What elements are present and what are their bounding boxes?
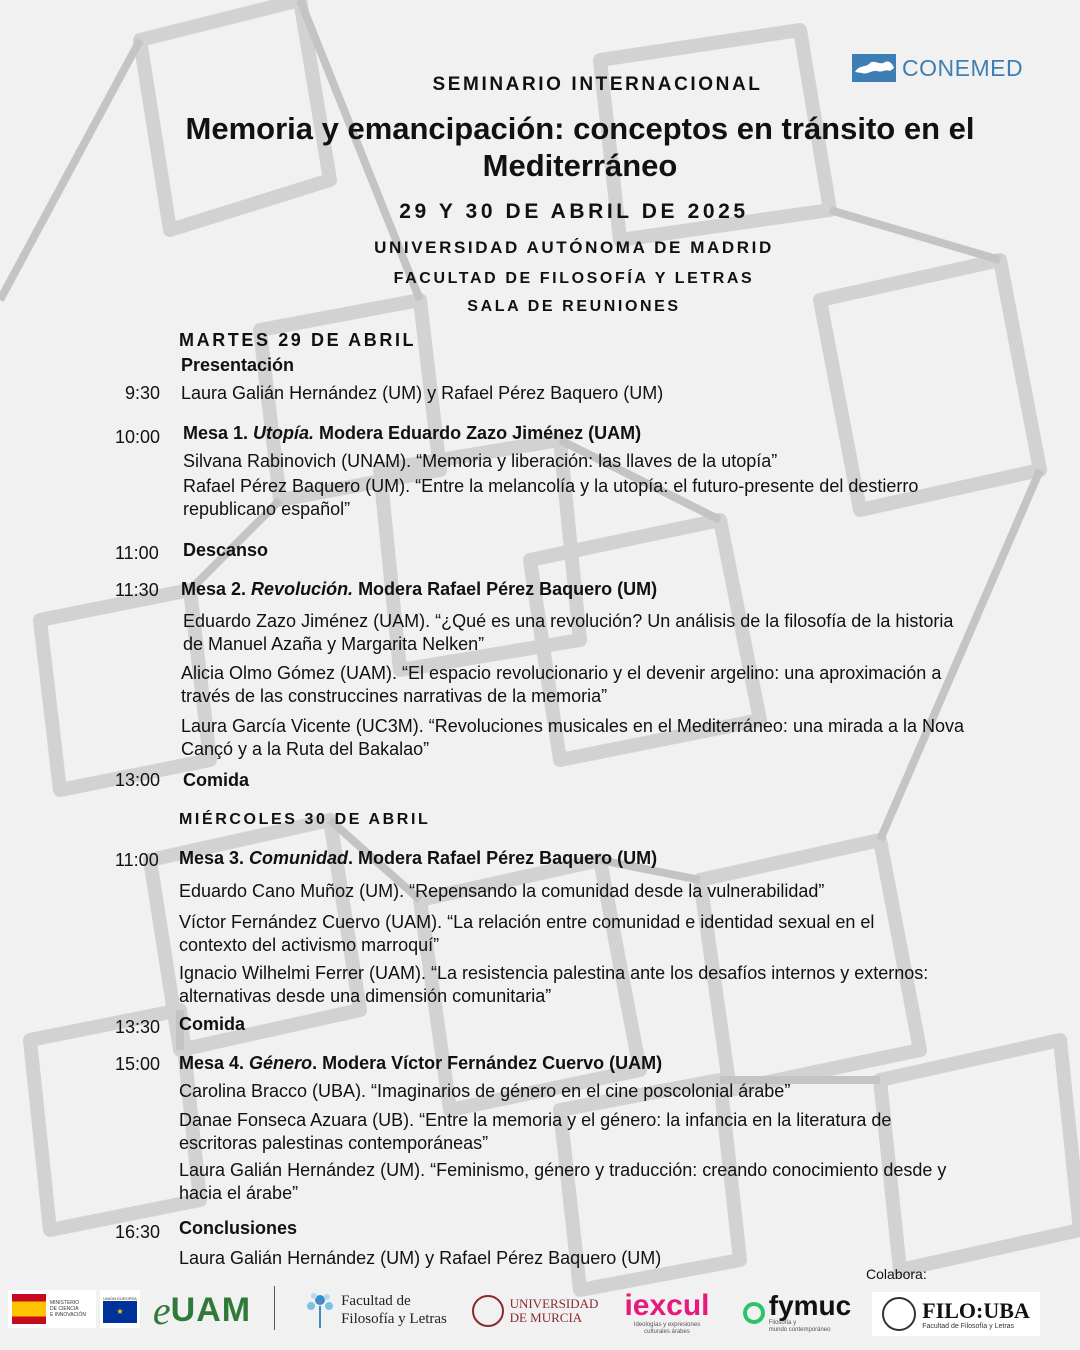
collab-label: Colabora: [866, 1266, 927, 1282]
mesa2-talk2-line2: través de las construccines narrativas de la memoria” [181, 686, 608, 706]
mesa3-talk3 [179, 962, 928, 1008]
time-1100-day1: 11:00 [115, 543, 159, 563]
uam-e-mark: e [152, 1287, 171, 1333]
uam-logo [144, 1288, 260, 1332]
mesa2-topic: Revolución. [251, 579, 354, 599]
spain-coat-of-arms-icon [12, 1294, 46, 1324]
ministry-line1: MINISTERIO [50, 1300, 80, 1306]
fymuc-circle-icon [743, 1302, 765, 1324]
mesa3-topic: Comunidad [249, 848, 349, 868]
lunch-label-day1: Comida [183, 770, 250, 790]
mesa2-talk1-line2: de Manuel Azaña y Margarita Nelken” [183, 634, 485, 654]
footer-divider [274, 1286, 275, 1330]
mesa2-prefix: Mesa 2. [181, 579, 252, 599]
murcia-logo [463, 1292, 607, 1330]
murcia-seal-icon [472, 1295, 504, 1327]
iexcul-label: iexcul [624, 1289, 710, 1322]
mesa2-moderator: Modera Rafael Pérez Baquero (UM) [353, 579, 658, 599]
mesa3-talk2-line2: contexto del activismo marroquí” [179, 935, 440, 955]
mesa4-topic: Género [249, 1053, 313, 1073]
mesa2-talk2-line1: Alicia Olmo Gómez (UAM). “El espacio revolucionario y el devenir argelino: una aproximación a [181, 663, 942, 683]
time-1130: 11:30 [115, 580, 159, 600]
mesa4-heading [179, 1052, 662, 1075]
venue-faculty: FACULTAD DE FILOSOFÍA Y LETRAS [393, 270, 755, 287]
fymuc-sub-line1: Filosofía y [768, 1320, 797, 1326]
filo-label: FILO:UBA [922, 1297, 1030, 1323]
ministry-line3: E INNOVACIÓN [50, 1312, 87, 1318]
faculty-line2: Filosofía y Letras [341, 1311, 447, 1327]
mesa4-talk2-line2: escritoras palestinas contemporáneas” [179, 1133, 489, 1153]
mesa2-talk3-line2: Cançó y a la Ruta del Bakalao” [181, 739, 430, 759]
time-1100-day2: 11:00 [115, 850, 159, 870]
mesa2-talk2 [181, 662, 941, 708]
mesa2-talk3-line1: Laura García Vicente (UC3M). “Revoluciones musicales en el Mediterráneo: una mirada a la Nova [181, 716, 965, 736]
conemed-label: CONEMED [902, 54, 1024, 81]
iexcul-logo [610, 1288, 724, 1338]
mesa3-talk3-line1: Ignacio Wilhelmi Ferrer (UAM). “La resistencia palestina ante los desafíos internos y externos: [179, 963, 929, 983]
fymuc-logo [732, 1290, 862, 1336]
iexcul-sub-line1: Ideologías y expresiones [633, 1322, 701, 1328]
fymuc-sub-line2: mundo contemporáneo [768, 1327, 831, 1333]
faculty-logo [290, 1288, 462, 1332]
mesa3-talk3-line2: alternativas desde una dimensión comunitaria” [179, 986, 552, 1006]
mesa2-talk1 [183, 610, 953, 656]
iexcul-sub-line2: culturales árabes [644, 1329, 690, 1335]
mesa4-talk2 [179, 1109, 891, 1155]
lunch-label-day2: Comida [179, 1014, 246, 1034]
mesa1-talk2 [183, 475, 918, 521]
seminar-title-line2: Mediterráneo [482, 148, 678, 183]
mesa1-topic: Utopía. [253, 423, 315, 443]
mesa2-talk1-line1: Eduardo Zazo Jiménez (UAM). “¿Qué es una revolución? Un análisis de la filosofía de la historia [183, 611, 954, 631]
mesa1-heading [183, 422, 641, 445]
mesa3-moderator: . Modera Rafael Pérez Baquero (UM) [348, 848, 658, 868]
seminar-title [120, 110, 1040, 184]
seminar-kicker: SEMINARIO INTERNACIONAL [432, 74, 763, 95]
mesa4-prefix: Mesa 4. [179, 1053, 250, 1073]
filo-sub-label: Facultad de Filosofía y Letras [922, 1322, 1015, 1330]
venue-university: UNIVERSIDAD AUTÓNOMA DE MADRID [374, 238, 774, 257]
eu-flag-icon: ★ [103, 1301, 137, 1323]
time-0930: 9:30 [125, 383, 161, 403]
day2-heading: MIÉRCOLES 30 DE ABRIL [179, 811, 431, 828]
mesa3-prefix: Mesa 3. [179, 848, 250, 868]
time-1000: 10:00 [115, 427, 161, 447]
presentation-speakers: Laura Galián Hernández (UM) y Rafael Pérez Baquero (UM) [181, 383, 664, 403]
mesa1-talk2-line2: republicano español” [183, 499, 351, 519]
faculty-line1: Facultad de [341, 1293, 411, 1309]
murcia-line1: UNIVERSIDAD [509, 1296, 599, 1311]
fymuc-label: fymuc [768, 1290, 852, 1321]
filo-seal-icon [882, 1297, 916, 1331]
mesa2-talk3 [181, 715, 964, 761]
mesa3-talk2 [179, 911, 874, 957]
mesa3-talk2-line1: Víctor Fernández Cuervo (UAM). “La relación entre comunidad e identidad sexual en el [179, 912, 875, 932]
seminar-dates: 29 Y 30 DE ABRIL DE 2025 [399, 200, 749, 223]
venue-room: SALA DE REUNIONES [467, 298, 681, 315]
mesa1-moderator: Modera Eduardo Zazo Jiménez (UAM) [314, 423, 642, 443]
mesa1-talk1: Silvana Rabinovich (UNAM). “Memoria y liberación: las llaves de la utopía” [183, 451, 778, 471]
time-1500: 15:00 [115, 1054, 161, 1074]
tree-icon [305, 1292, 335, 1328]
presentation-label: Presentación [181, 355, 295, 375]
break-label: Descanso [183, 540, 269, 560]
murcia-line2: DE MURCIA [509, 1310, 583, 1325]
mesa1-prefix: Mesa 1. [183, 423, 254, 443]
time-1300: 13:00 [115, 770, 161, 790]
conclusions-label: Conclusiones [179, 1218, 298, 1238]
filo-uba-logo [872, 1292, 1040, 1336]
mesa3-heading [179, 847, 657, 870]
mesa4-moderator: . Modera Víctor Fernández Cuervo (UAM) [312, 1053, 663, 1073]
eu-logo [100, 1290, 140, 1328]
time-1330: 13:30 [115, 1017, 161, 1037]
ministry-logo [8, 1290, 96, 1328]
mesa4-talk2-line1: Danae Fonseca Azuara (UB). “Entre la memoria y el género: la infancia en la literatura de [179, 1110, 892, 1130]
time-1630: 16:30 [115, 1222, 161, 1242]
conclusions-speakers: Laura Galián Hernández (UM) y Rafael Pérez Baquero (UM) [179, 1248, 662, 1268]
mesa3-talk1: Eduardo Cano Muñoz (UM). “Repensando la comunidad desde la vulnerabilidad” [179, 881, 825, 901]
ministry-line2: DE CIENCIA [50, 1306, 79, 1312]
seminar-title-line1: Memoria y emancipación: conceptos en tránsito en el [185, 111, 975, 146]
eu-label: UNIÓN EUROPEA [103, 1295, 137, 1301]
mesa4-talk1: Carolina Bracco (UBA). “Imaginarios de género en el cine poscolonial árabe” [179, 1081, 791, 1101]
uam-label: UAM [170, 1290, 252, 1329]
mesa4-talk3-line2: hacia el árabe” [179, 1183, 299, 1203]
mesa1-talk2-line1: Rafael Pérez Baquero (UM). “Entre la melancolía y la utopía: el futuro-presente del destierro [183, 476, 919, 496]
mesa4-talk3 [179, 1159, 946, 1205]
mesa4-talk3-line1: Laura Galián Hernández (UM). “Feminismo, género y traducción: creando conocimiento desde y [179, 1160, 947, 1180]
day1-heading: MARTES 29 DE ABRIL [179, 330, 417, 350]
mesa2-heading [181, 578, 657, 601]
